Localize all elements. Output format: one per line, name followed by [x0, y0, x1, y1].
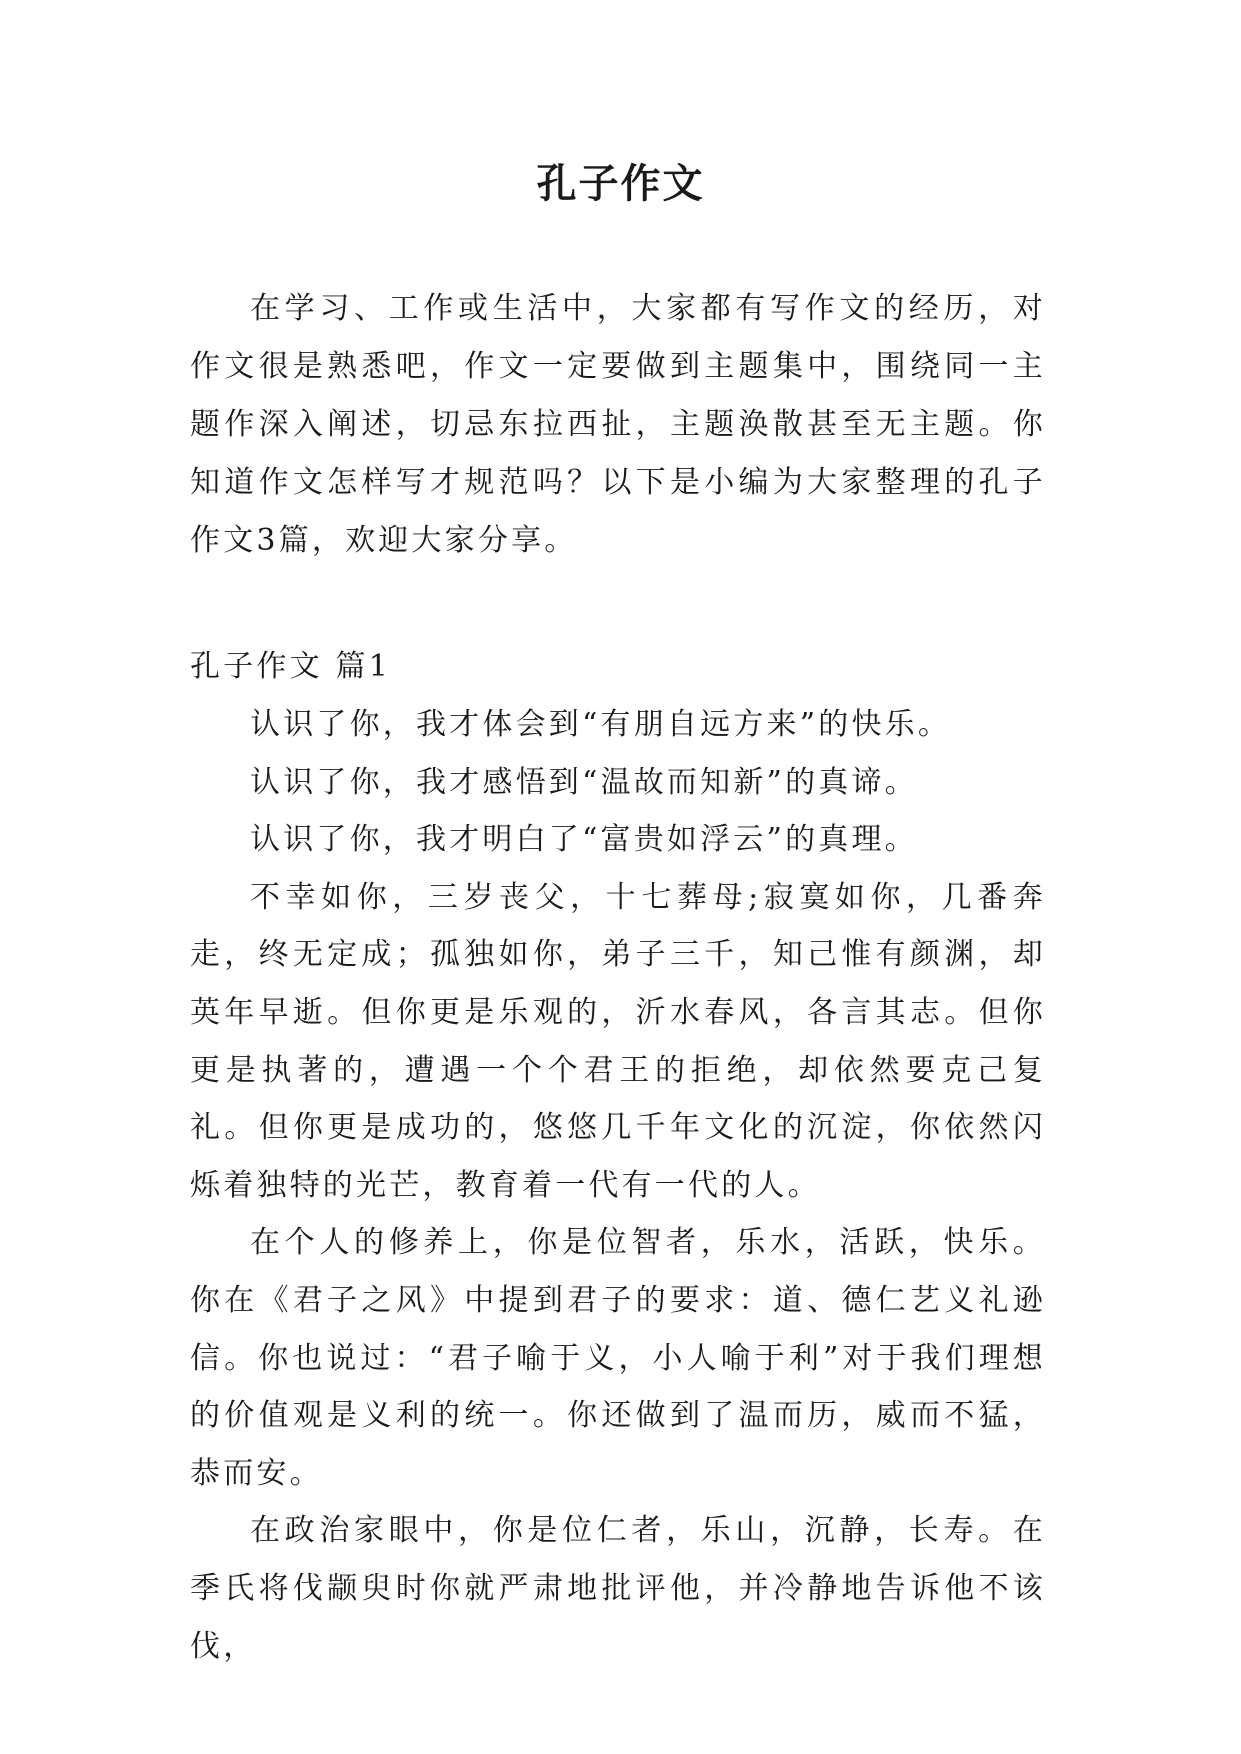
body-paragraph: 认识了你，我才体会到“有朋自远方来”的快乐。: [250, 707, 952, 742]
section-heading: 孔子作文 篇1: [190, 649, 392, 684]
body-paragraph: 认识了你，我才感悟到“温故而知新”的真谛。: [250, 764, 918, 800]
intro-paragraph: 在学习、工作或生活中，大家都有写作文的经历，对作文很是熟悉吧，作文一定要做到主题集中，围绕同一主题作深入阐述，切忌东拉西扯，主题涣散甚至无主题。你知道作文怎样写才规范吗？以下是小编为大家整理的孔子作文3篇，欢迎大家分享。: [190, 291, 1046, 558]
body-paragraph: 不幸如你，三岁丧父，十七葬母;寂寞如你，几番奔走，终无定成；孤独如你，弟子三千，知己惟有颜渊，却英年早逝。但你更是乐观的，沂水春风，各言其志。但你更是执著的，遭遇一个个君王的拒绝，却依然要克己复礼。但你更是成功的，悠悠几千年文化的沉淀，你依然闪烁着独特的光芒，教育着一代有一代的人。: [190, 879, 1046, 1203]
document-body: [190, 280, 1046, 1675]
body-paragraph: 认识了你，我才明白了“富贵如浮云”的真理。: [250, 822, 918, 858]
body-paragraph: 在政治家眼中，你是位仁者，乐山，沉静，长寿。在季氏将伐颛臾时你就严肃地批评他，并冷静地告诉他不该伐，: [190, 1513, 1046, 1664]
document-title: 孔子作文: [536, 161, 705, 207]
body-paragraph: 在个人的修养上，你是位智者，乐水，活跃，快乐。你在《君子之风》中提到君子的要求：道、德仁艺义礼逊信。你也说过：“君子喻于义，小人喻于利”对于我们理想的价值观是义利的统一。你还做到了温而历，威而不猛，恭而安。: [190, 1225, 1046, 1491]
